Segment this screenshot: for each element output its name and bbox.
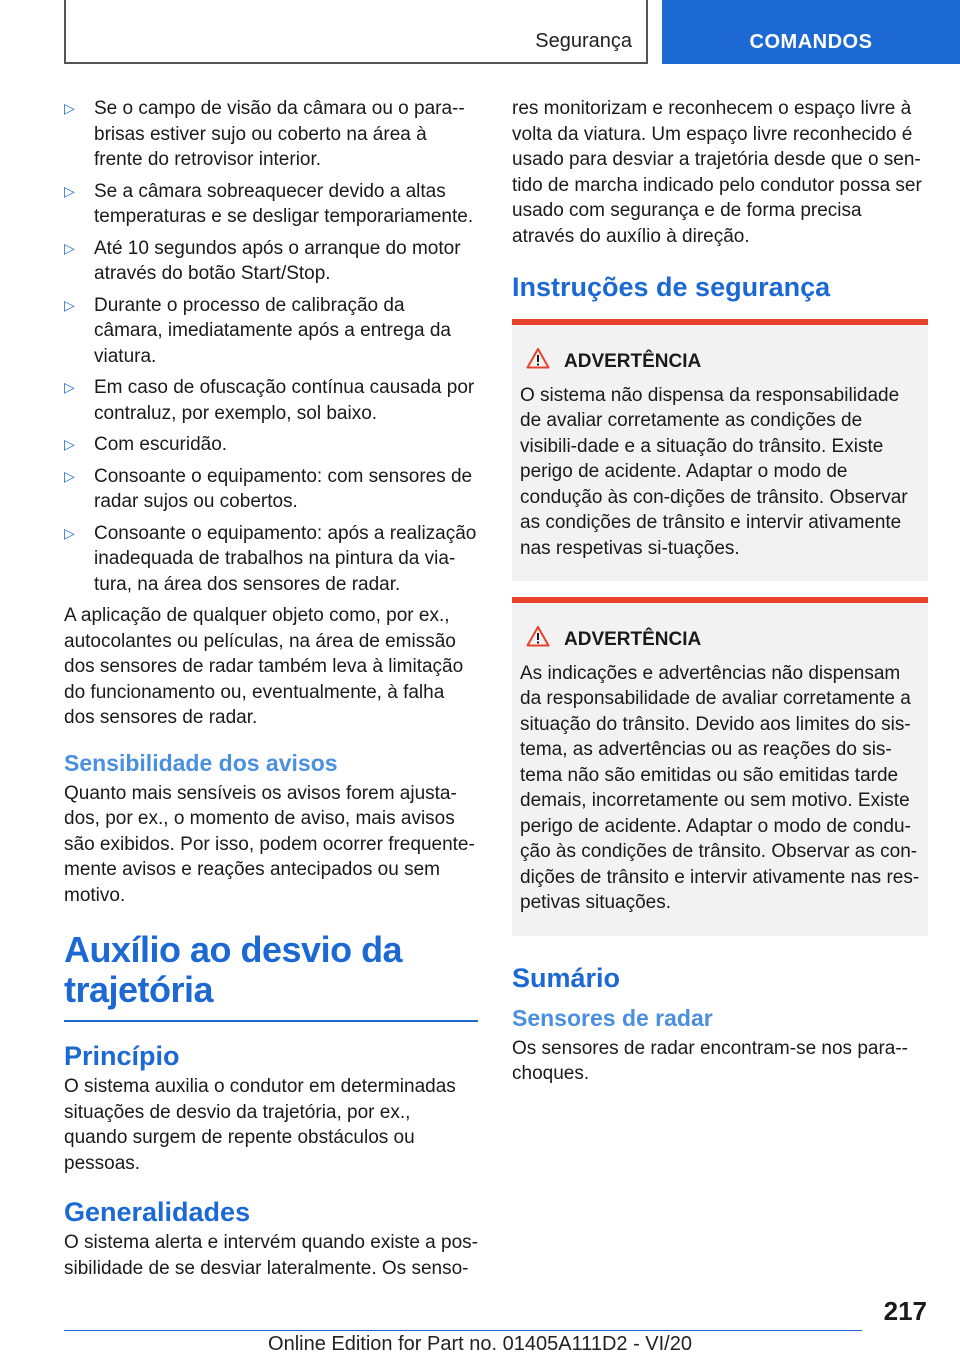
triangle-right-outline-icon: ▷: [64, 467, 75, 484]
list-item: ▷ Durante o processo de calibração da câmara, imediatamente após a entrega da viatura.: [64, 294, 451, 367]
warning-body: As indicações e advertências não dispensam da responsabilidade de avaliar corretamente a situação do trânsito. Devido aos limites do sis-tema, as advertências ou as reações do sis-tema não são emitidas ou são emitidas tarde demais, incorretamente ou sem motivo. Existe perigo de acidente. Adaptar o modo de condu-ção às condições de trânsito. Observar as con-dições de trânsito e intervir ativamente nas res-petivas situações.: [520, 662, 920, 913]
list-item: ▷ Se o campo de visão da câmara ou o para--brisas estiver sujo ou coberto na área à frente do retrovisor interior.: [64, 98, 465, 170]
footer-divider: [64, 1330, 862, 1331]
heading-sensibilidade: Sensibilidade dos avisos: [64, 749, 338, 776]
right-column: [512, 96, 928, 1095]
warning-header: [526, 625, 920, 655]
list-item: ▷ Se a câmara sobreaquecer devido a altas temperaturas e se desligar temporariamente.: [64, 180, 474, 227]
header-chapter-tab[interactable]: [662, 0, 960, 64]
list-item: ▷ Em caso de ofuscação contínua causada por contraluz, por exemplo, sol baixo.: [64, 377, 475, 424]
sensores-paragraph: Os sensores de radar encontram-se nos para--choques.: [512, 1037, 909, 1084]
generalidades-continuation: res monitorizam e reconhecem o espaço livre à volta da viatura. Um espaço livre reconhecido é usado para desviar a trajetória desde que o sen-tido de marcha indicado pelo condutor possa ser usado com segurança e de forma precisa através do auxílio à direção.: [512, 98, 922, 247]
heading-generalidades: Generalidades: [64, 1197, 251, 1227]
triangle-right-outline-icon: ▷: [64, 100, 75, 116]
chapter-divider: [64, 1020, 478, 1022]
warning-box: [512, 319, 928, 581]
header-section-title: Segurança: [535, 30, 632, 52]
warning-triangle-icon: [526, 347, 550, 377]
triangle-right-outline-icon: ▷: [64, 239, 75, 256]
principio-paragraph: O sistema auxilia o condutor em determinadas situações de desvio da trajetória, por ex., quando surgem de repente obstáculos ou pessoas.: [64, 1076, 456, 1174]
triangle-right-outline-icon: ▷: [64, 524, 75, 541]
warning-box: [512, 597, 928, 936]
warning-title: ADVERTÊNCIA: [564, 351, 702, 372]
page-number: 217: [883, 1296, 927, 1326]
triangle-right-outline-icon: ▷: [64, 436, 75, 452]
triangle-right-outline-icon: ▷: [64, 182, 75, 199]
list-item: ▷ Consoante o equipamento: após a realização inadequada de trabalhos na pintura da via-tura, na área dos sensores de radar.: [64, 522, 477, 595]
heading-sumario: Sumário: [512, 962, 621, 993]
list-item: ▷ Consoante o equipamento: com sensores de radar sujos ou cobertos.: [64, 465, 473, 512]
header-chapter-label: COMANDOS: [749, 30, 873, 53]
generalidades-paragraph: O sistema alerta e intervém quando existe a pos-sibilidade de se desviar lateralmente. Os senso-: [64, 1232, 478, 1279]
sensibilidade-paragraph: Quanto mais sensíveis os avisos forem ajusta-dos, por ex., o momento de aviso, mais avisos são exibidos. Por isso, podem ocorrer frequente-mente avisos e reações antecipados ou sem motivo.: [64, 782, 475, 906]
warning-triangle-icon: [526, 625, 550, 655]
triangle-right-outline-icon: ▷: [64, 379, 75, 395]
list-item: ▷ Até 10 segundos após o arranque do motor através do botão Start/Stop.: [64, 237, 461, 284]
left-column: [64, 96, 478, 1289]
warning-header: [526, 347, 920, 377]
condition-list: [64, 96, 478, 597]
footer-edition: Online Edition for Part no. 01405A111D2 - VI/20: [268, 1333, 692, 1355]
triangle-right-outline-icon: ▷: [64, 296, 75, 313]
heading-sensores-radar: Sensores de radar: [512, 1004, 713, 1031]
warning-body: O sistema não dispensa da responsabilidade de avaliar corretamente as condições de visibili-dade e a situação do trânsito. Existe perigo de acidente. Adaptar o modo de condução às con-dições de trânsito. Observar as condições de trânsito e intervir ativamente nas respetivas si-tuações.: [520, 384, 908, 559]
header-section-box: [64, 0, 648, 64]
heading-principio: Princípio: [64, 1041, 180, 1071]
warning-title: ADVERTÊNCIA: [564, 629, 702, 650]
chapter-title: Auxílio ao desvio da trajetória: [64, 929, 403, 1010]
list-item: ▷ Com escuridão.: [64, 432, 478, 458]
radar-limitation-paragraph: A aplicação de qualquer objeto como, por ex., autocolantes ou películas, na área de emissão dos sensores de radar também leva à limitação do funcionamento ou, eventualmente, à falha dos sensores de radar.: [64, 605, 464, 728]
heading-instrucoes: Instruções de segurança: [512, 272, 831, 302]
